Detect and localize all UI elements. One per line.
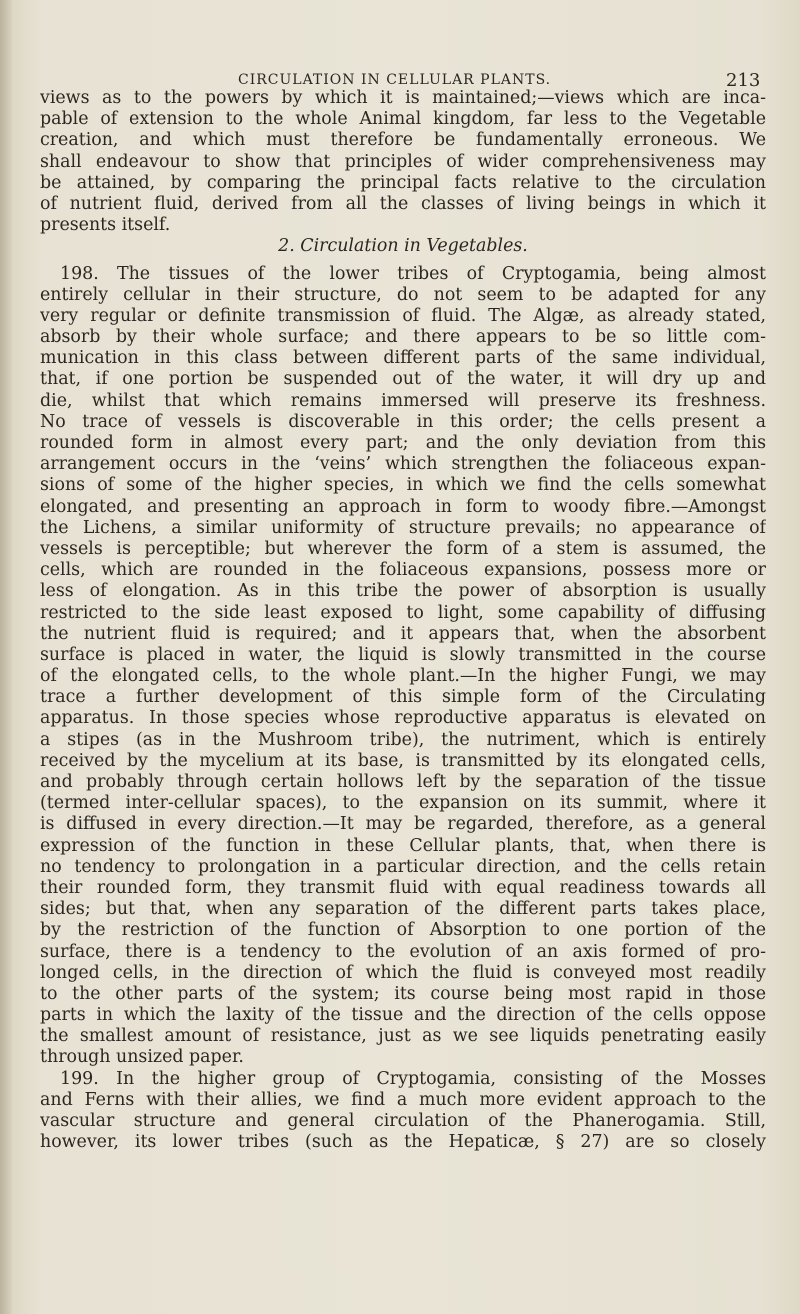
text-line: is diffused in every direction.—It may be regarded, therefore, as a general (40, 814, 766, 835)
text-line: that, if one portion be suspended out of the water, it will dry up and (40, 369, 766, 390)
text-line: received by the mycelium at its base, is transmitted by its elongated cells, (40, 750, 766, 771)
text-line: be attained, by comparing the principal facts relative to the circulation (40, 172, 766, 193)
section-heading: 2. Circulation in Vegetables. (278, 236, 528, 257)
text-line: by the restriction of the function of Absorption to one portion of the (40, 920, 766, 941)
text-line: longed cells, in the direction of which the fluid is conveyed most readily (40, 962, 766, 983)
text-line: rounded form in almost every part; and the only deviation from this (40, 433, 766, 453)
text-line: die, whilst that which remains immersed will preserve its freshness. (40, 390, 766, 411)
text-line: shall endeavour to show that principles of wider comprehensiveness may (40, 151, 766, 172)
text-line: absorb by their whole surface; and there appears to be so little com- (40, 327, 766, 348)
text-line: views as to the powers by which it is maintained;—views which are inca- (40, 88, 766, 108)
text-line: no tendency to prolongation in a particular direction, and the cells retain (40, 856, 766, 877)
paragraph-199-start: 199. In the higher group of Cryptogamia, consisting of the Mosses (60, 1068, 766, 1089)
text-line: presents itself. (40, 215, 171, 236)
text-line: and Ferns with their allies, we find a much more evident approach to the (40, 1089, 766, 1110)
text-line: less of elongation. As in this tribe the power of absorption is usually (40, 581, 766, 602)
text-line: vascular structure and general circulation of the Phanerogamia. Still, (40, 1111, 766, 1131)
running-title: CIRCULATION IN CELLULAR PLANTS. (238, 72, 552, 88)
text-line: their rounded form, they transmit fluid with equal readiness towards all (40, 877, 766, 898)
text-line: and probably through certain hollows left by the separation of the tissue (40, 772, 766, 792)
text-line: restricted to the side least exposed to light, some capability of diffusing (40, 602, 766, 623)
text-line: however, its lower tribes (such as the Hepaticæ, § 27) are so closely (40, 1132, 766, 1153)
text-line: of nutrient fluid, derived from all the classes of living beings in which it (40, 193, 766, 214)
body-text (40, 88, 766, 1153)
text-line: surface, there is a tendency to the evolution of an axis formed of pro- (40, 941, 766, 962)
text-line: apparatus. In those species whose reproductive apparatus is elevated on (40, 708, 766, 729)
text-line: the smallest amount of resistance, just as we see liquids penetrating easily (40, 1026, 766, 1047)
text-line: sides; but that, when any separation of the different parts takes place, (40, 899, 766, 920)
text-line: the Lichens, a similar uniformity of structure prevails; no appearance of (40, 517, 766, 538)
text-line: sions of some of the higher species, in which we find the cells somewhat (40, 475, 766, 496)
text-line: arrangement occurs in the ‘veins’ which strengthen the foliaceous expan- (40, 454, 766, 475)
text-line: cells, which are rounded in the foliaceous expansions, possess more or (40, 560, 766, 581)
text-line: surface is placed in water, the liquid is slowly transmitted in the course (40, 644, 766, 665)
text-line: vessels is perceptible; but wherever the form of a stem is assumed, the (40, 538, 766, 559)
paragraph-198-start: 198. The tissues of the lower tribes of Cryptogamia, being almost (60, 263, 766, 284)
text-line: parts in which the laxity of the tissue and the direction of the cells oppose (40, 1005, 766, 1026)
text-line: of the elongated cells, to the whole plant.—In the higher Fungi, we may (40, 666, 766, 687)
text-line: creation, and which must therefore be fundamentally erroneous. We (40, 130, 766, 151)
text-line: to the other parts of the system; its course being most rapid in those (40, 983, 766, 1004)
text-line: entirely cellular in their structure, do not seem to be adapted for any (40, 284, 766, 305)
page-spine-shadow (0, 0, 12, 1314)
text-line: a stipes (as in the Mushroom tribe), the nutriment, which is entirely (40, 729, 766, 750)
text-line: trace a further development of this simple form of the Circulating (40, 687, 766, 708)
text-line: through unsized paper. (40, 1047, 244, 1068)
text-line: munication in this class between different parts of the same individual, (40, 348, 766, 369)
text-line: very regular or definite transmission of fluid. The Algæ, as already stated, (40, 305, 766, 326)
text-line: No trace of vessels is discoverable in this order; the cells present a (40, 411, 766, 432)
text-line: (termed inter-cellular spaces), to the expansion on its summit, where it (40, 793, 766, 814)
text-line: elongated, and presenting an approach in form to woody fibre.—Amongst (40, 496, 766, 517)
text-line: expression of the function in these Cellular plants, that, when there is (40, 835, 766, 856)
text-line: pable of extension to the whole Animal kingdom, far less to the Vegetable (40, 109, 766, 130)
page-number: 213 (726, 70, 761, 91)
text-line: the nutrient fluid is required; and it appears that, when the absorbent (40, 623, 766, 644)
